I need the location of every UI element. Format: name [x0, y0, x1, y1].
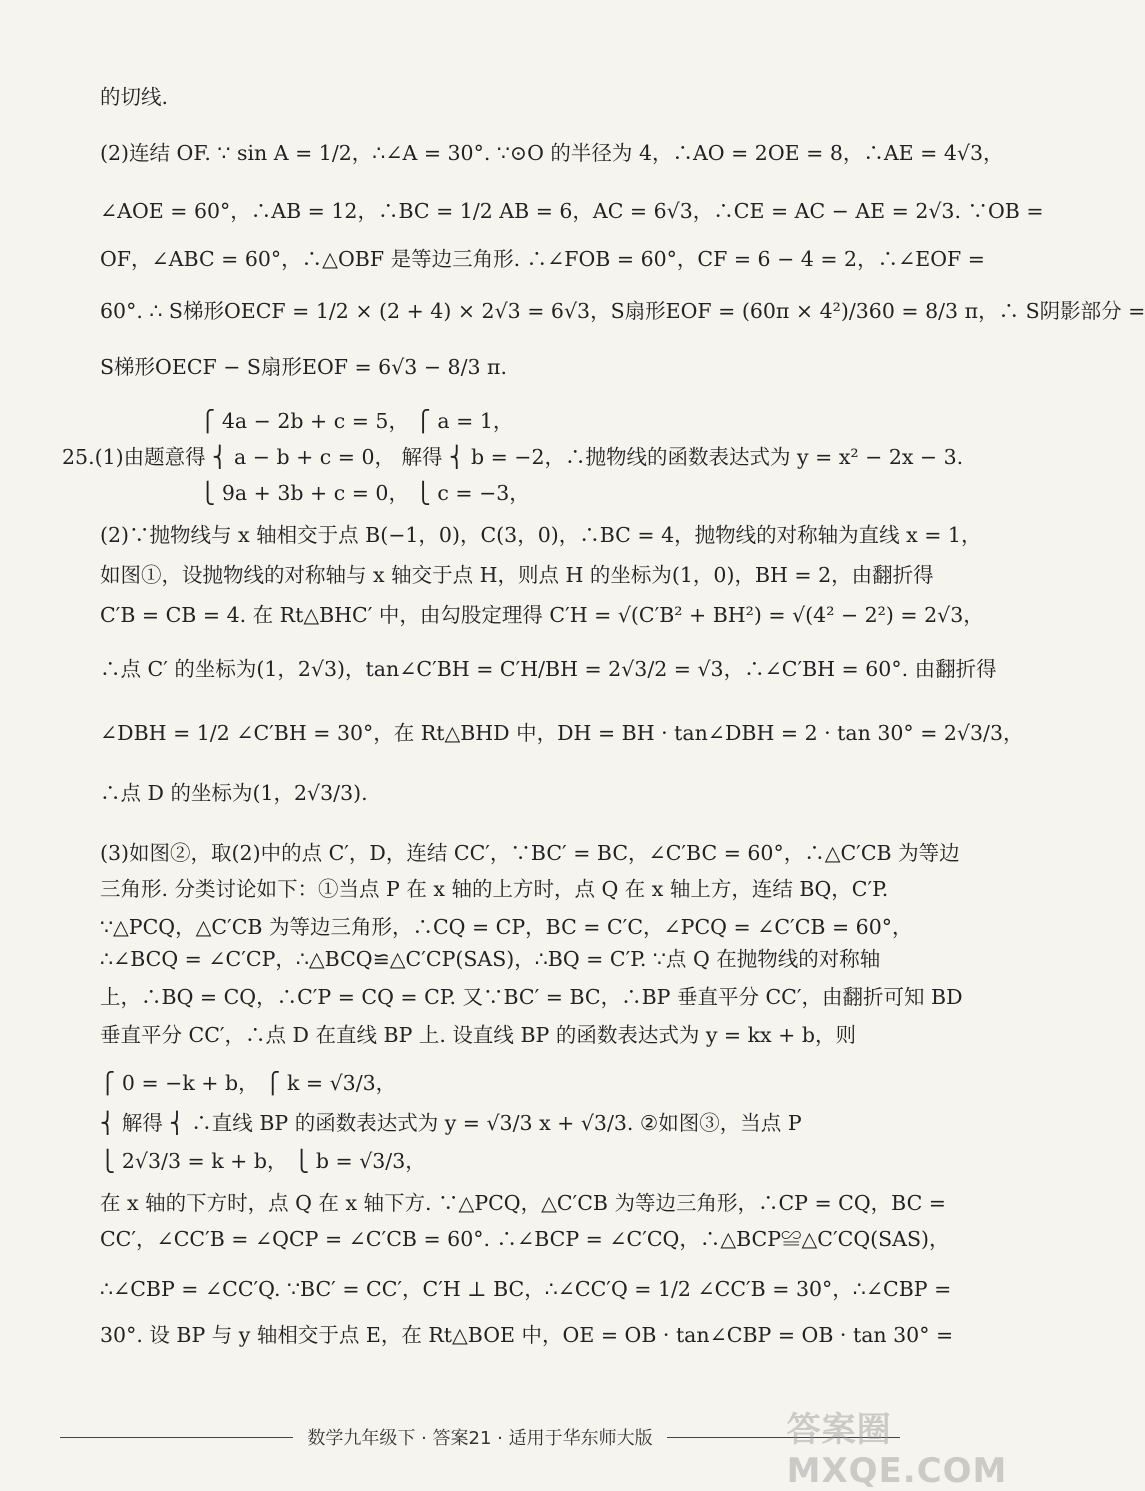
equation-system-line: ⎩ 2√3/3 = k + b， ⎩ b = √3/3， [100, 1149, 426, 1173]
watermark-logo: 答案圈 MXQE.COM [786, 1409, 1008, 1491]
text-line: ∴点 C′ 的坐标为(1，2√3)，tan∠C′BH = C′H/BH = 2√3/2 = √3，∴∠C′BH = 60°. 由翻折得 [100, 657, 997, 681]
text-line: 上，∴BQ = CQ，∴C′P = CQ = CP. 又∵BC′ = BC，∴BP 垂直平分 CC′，由翻折可知 BD [100, 985, 963, 1009]
text-line: (2)连结 OF. ∵ sin A = 1/2，∴∠A = 30°. ∵⊙O 的半径为 4，∴AO = 2OE = 8，∴AE = 4√3， [100, 141, 1004, 165]
equation-system-line: ⎩ 9a + 3b + c = 0， ⎩ c = −3， [200, 481, 530, 505]
text-line: 垂直平分 CC′，∴点 D 在直线 BP 上. 设直线 BP 的函数表达式为 y = kx + b，则 [100, 1023, 856, 1047]
text-line: 60°. ∴ S梯形OECF = 1/2 × (2 + 4) × 2√3 = 6√3，S扇形EOF = (60π × 4²)/360 = 8/3 π，∴ S阴影部分 = [100, 299, 1145, 323]
text-line: ⎨ 解得 ⎨ ∴直线 BP 的函数表达式为 y = √3/3 x + √3/3. ②如图③，当点 P [100, 1111, 802, 1135]
text-line: ∴∠CBP = ∠CC′Q. ∵BC′ = CC′，C′H ⊥ BC，∴∠CC′Q = 1/2 ∠CC′B = 30°，∴∠CBP = [100, 1277, 952, 1301]
text-line: ∠AOE = 60°，∴AB = 12，∴BC = 1/2 AB = 6，AC = 6√3，∴CE = AC − AE = 2√3. ∵OB = [100, 199, 1044, 223]
text-line: (2)∵抛物线与 x 轴相交于点 B(−1，0)，C(3，0)，∴BC = 4，抛物线的对称轴为直线 x = 1， [100, 523, 982, 547]
text-line: 的切线. [100, 85, 169, 109]
text-line: CC′，∠CC′B = ∠QCP = ∠C′CB = 60°. ∴∠BCP = ∠C′CQ，∴△BCP≌△C′CQ(SAS)， [100, 1227, 950, 1251]
text-line: 在 x 轴的下方时，点 Q 在 x 轴下方. ∵△PCQ，△C′CB 为等边三角形，∴CP = CQ，BC = [100, 1191, 946, 1215]
text-line: C′B = CB = 4. 在 Rt△BHC′ 中，由勾股定理得 C′H = √(C′B² + BH²) = √(4² − 2²) = 2√3， [100, 603, 984, 627]
equation-system-line: ⎧ 0 = −k + b， ⎧ k = √3/3， [100, 1071, 397, 1095]
problem-25-line: 25.(1)由题意得 ⎨ a − b + c = 0， 解得 ⎨ b = −2，∴抛物线的函数表达式为 y = x² − 2x − 3. [62, 445, 964, 469]
text-line: 30°. 设 BP 与 y 轴相交于点 E，在 Rt△BOE 中，OE = OB · tan∠CBP = OB · tan 30° = [100, 1323, 954, 1347]
equation-system-line: ⎧ 4a − 2b + c = 5， ⎧ a = 1， [200, 409, 514, 433]
text-line: 如图①，设抛物线的对称轴与 x 轴交于点 H，则点 H 的坐标为(1，0)，BH = 2，由翻折得 [100, 563, 934, 587]
text-line: 三角形. 分类讨论如下：①当点 P 在 x 轴的上方时，点 Q 在 x 轴上方，连结 BQ，C′P. [100, 877, 889, 901]
footer-rule-left [60, 1437, 293, 1438]
footer-text: 数学九年级下 · 答案21 · 适用于华东师大版 [307, 1428, 653, 1449]
text-line: ∠DBH = 1/2 ∠C′BH = 30°，在 Rt△BHD 中，DH = BH · tan∠DBH = 2 · tan 30° = 2√3/3， [100, 721, 1024, 745]
page-footer [60, 1420, 900, 1454]
text-line: (3)如图②，取(2)中的点 C′，D，连结 CC′，∵BC′ = BC，∠C′BC = 60°，∴△C′CB 为等边 [100, 841, 960, 865]
text-line: OF，∠ABC = 60°，∴△OBF 是等边三角形. ∴∠FOB = 60°，CF = 6 − 4 = 2，∴∠EOF = [100, 247, 985, 271]
text-line: ∴∠BCQ = ∠C′CP，∴△BCQ≌△C′CP(SAS)，∴BQ = C′P. ∵点 Q 在抛物线的对称轴 [100, 947, 881, 971]
text-line: S梯形OECF − S扇形EOF = 6√3 − 8/3 π. [100, 355, 508, 379]
text-line: ∴点 D 的坐标为(1，2√3/3). [100, 781, 368, 805]
text-line: ∵△PCQ，△C′CB 为等边三角形，∴CQ = CP，BC = C′C，∠PCQ = ∠C′CB = 60°， [100, 915, 913, 939]
